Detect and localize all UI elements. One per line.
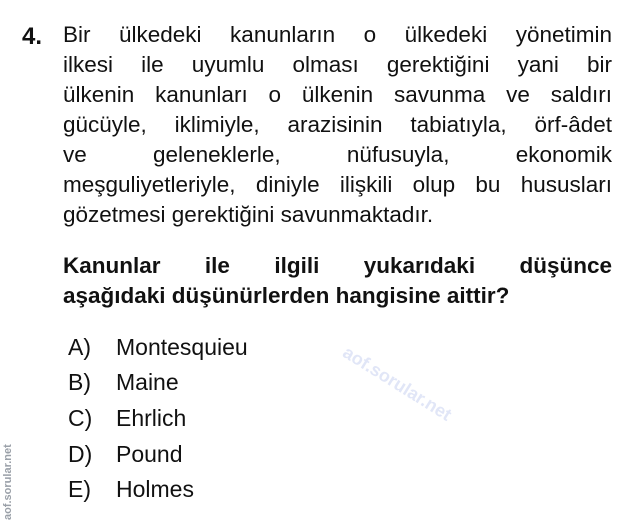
prompt-line: aşağıdaki düşünürlerden hangisine aittir? — [63, 283, 510, 308]
option-c[interactable] — [68, 401, 368, 435]
option-letter: B) — [68, 369, 91, 395]
option-e[interactable] — [68, 472, 368, 506]
option-letter: C) — [68, 405, 93, 431]
stem-line: gücüyle, iklimiyle, arazisinin tabiatıyla, örf-âdet — [63, 112, 612, 137]
stem-line: meşguliyetleriyle, diniyle ilişkili olup bu hususları — [63, 172, 612, 197]
option-b[interactable] — [68, 365, 368, 399]
prompt-line: Kanunlar ile ilgili yukarıdaki düşünce — [63, 253, 612, 278]
option-letter: D) — [68, 441, 93, 467]
stem-line: ve geleneklerle, nüfusuyla, ekonomik — [63, 142, 612, 167]
question-stem — [63, 20, 612, 230]
watermark-center: aof.sorular.net — [339, 342, 456, 425]
option-d[interactable] — [68, 437, 368, 471]
option-letter: A) — [68, 334, 91, 360]
stem-line: ülkenin kanunları o ülkenin savunma ve saldırı — [63, 82, 612, 107]
stem-line: ilkesi ile uyumlu olması gerektiğini yani bir — [63, 52, 612, 77]
stem-line: gözetmesi gerektiğini savunmaktadır. — [63, 202, 434, 227]
option-text: Holmes — [116, 476, 194, 502]
question-number: 4. — [22, 23, 43, 50]
watermark-side: aof.sorular.net — [2, 444, 14, 520]
option-letter: E) — [68, 476, 91, 502]
option-text: Maine — [116, 369, 179, 395]
option-text: Ehrlich — [116, 405, 187, 431]
option-text: Pound — [116, 441, 183, 467]
stem-line: Bir ülkedeki kanunların o ülkedeki yönetimin — [63, 22, 612, 47]
question-prompt — [63, 251, 612, 311]
option-a[interactable] — [68, 330, 368, 364]
option-text: Montesquieu — [116, 334, 248, 360]
